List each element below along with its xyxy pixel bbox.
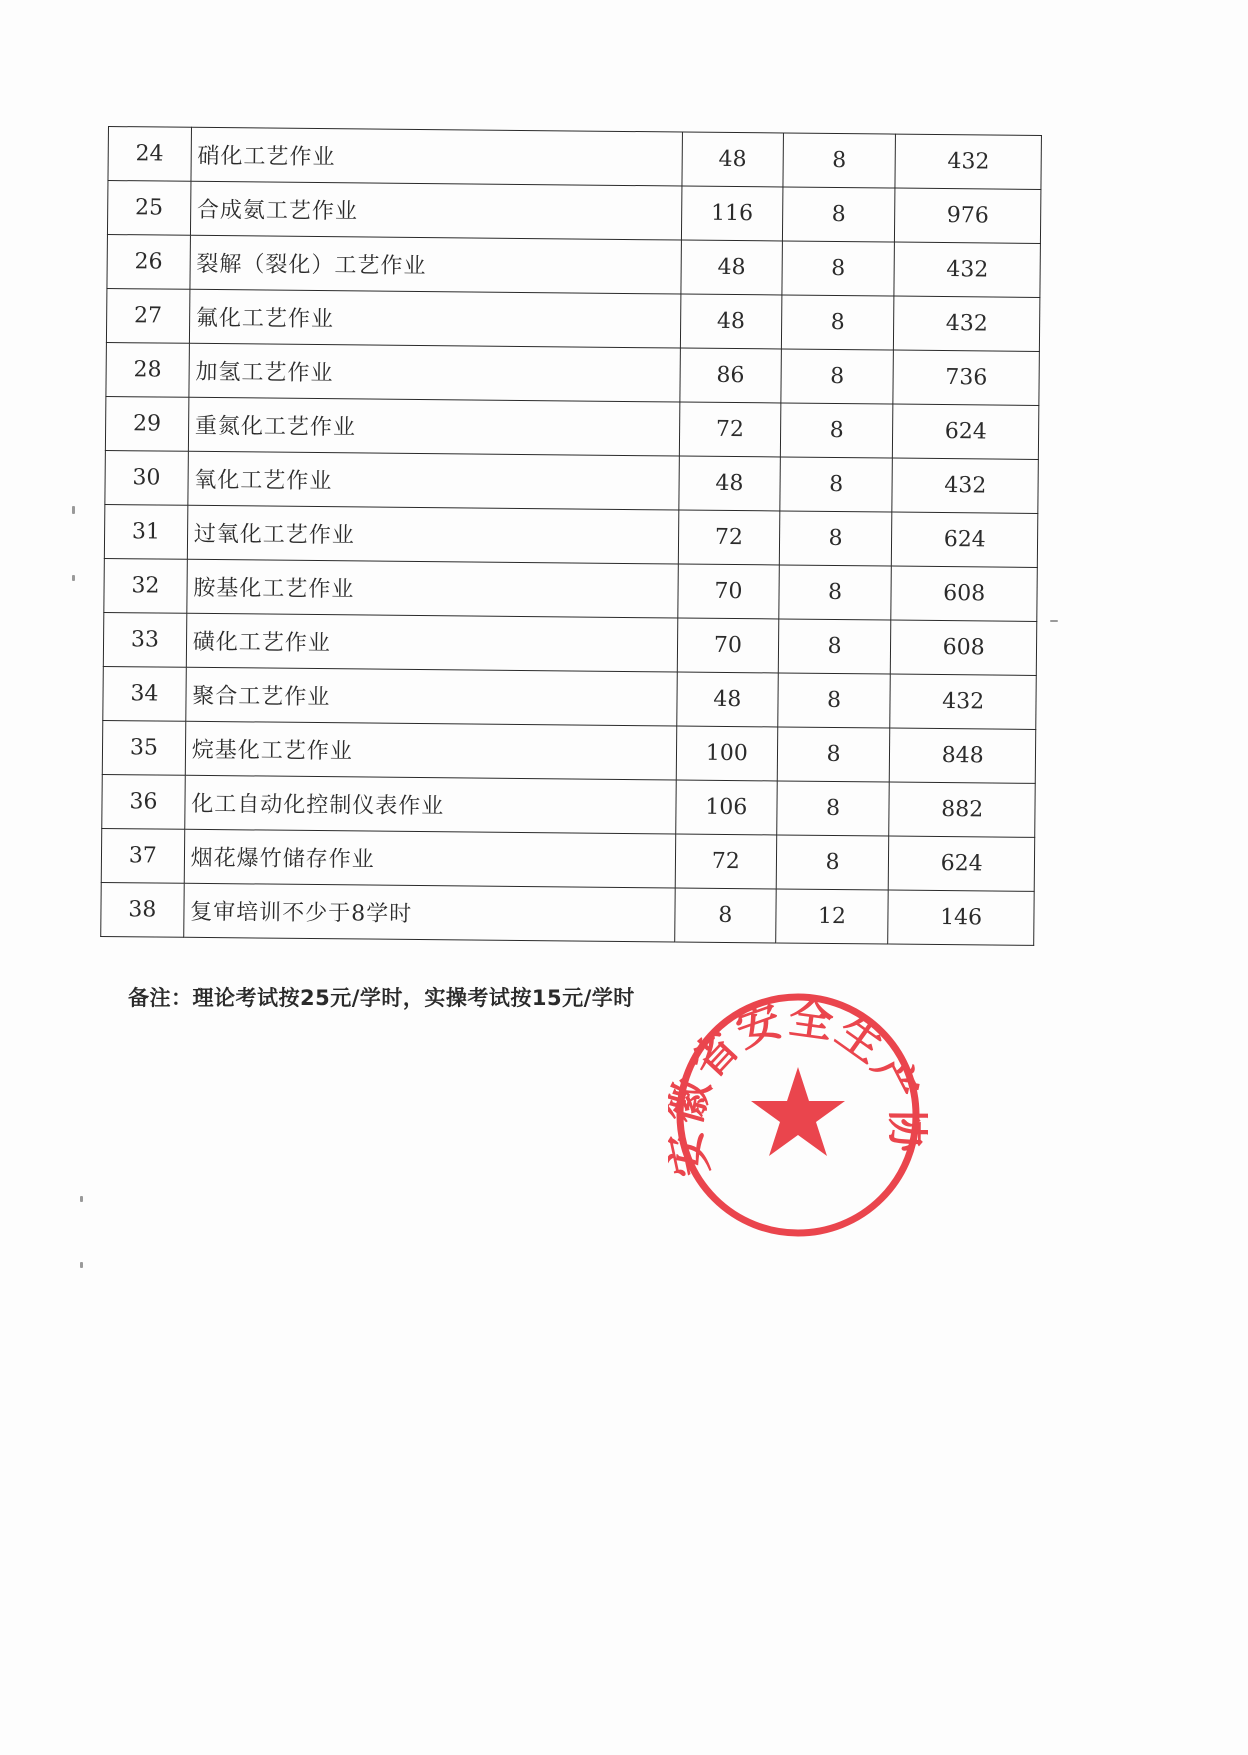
table-body bbox=[101, 127, 1042, 946]
table-row bbox=[103, 612, 1036, 675]
value-c-cell: 432 bbox=[892, 458, 1038, 513]
job-name-cell: 烷基化工艺作业 bbox=[185, 721, 677, 780]
job-name-cell: 化工自动化控制仪表作业 bbox=[185, 775, 677, 834]
value-a-cell: 48 bbox=[681, 240, 782, 295]
job-name-cell: 裂解（裂化）工艺作业 bbox=[190, 235, 682, 294]
table-row bbox=[101, 882, 1034, 945]
value-b-cell: 8 bbox=[782, 241, 895, 296]
value-a-cell: 70 bbox=[678, 564, 779, 619]
table-row bbox=[104, 504, 1037, 567]
job-name-cell: 重氮化工艺作业 bbox=[188, 397, 680, 456]
scan-speck bbox=[80, 1262, 83, 1268]
seal-text: 省安全生产协 bbox=[681, 992, 928, 1154]
row-number-cell: 29 bbox=[105, 396, 188, 451]
row-number-cell: 37 bbox=[101, 828, 184, 883]
value-c-cell: 432 bbox=[894, 296, 1040, 351]
value-a-cell: 116 bbox=[681, 186, 782, 241]
job-name-cell: 氧化工艺作业 bbox=[188, 451, 680, 510]
row-number-cell: 33 bbox=[103, 612, 186, 667]
job-name-cell: 加氢工艺作业 bbox=[189, 343, 681, 402]
value-c-cell: 432 bbox=[894, 242, 1040, 297]
scan-speck bbox=[72, 575, 75, 581]
row-number-cell: 32 bbox=[104, 558, 187, 613]
value-a-cell: 86 bbox=[680, 348, 781, 403]
value-b-cell: 8 bbox=[783, 133, 896, 188]
row-number-cell: 36 bbox=[102, 774, 185, 829]
value-b-cell: 12 bbox=[775, 889, 888, 944]
table-row bbox=[107, 181, 1040, 244]
job-name-cell: 磺化工艺作业 bbox=[186, 613, 678, 672]
value-a-cell: 48 bbox=[680, 294, 781, 349]
value-b-cell: 8 bbox=[776, 835, 889, 890]
job-name-cell: 氟化工艺作业 bbox=[189, 289, 681, 348]
job-name-cell: 过氧化工艺作业 bbox=[187, 505, 679, 564]
footnote: 备注：理论考试按25元/学时，实操考试按15元/学时 bbox=[128, 986, 635, 1010]
value-c-cell: 432 bbox=[890, 674, 1036, 729]
scan-speck bbox=[80, 1196, 83, 1202]
value-c-cell: 146 bbox=[888, 890, 1034, 945]
value-c-cell: 432 bbox=[895, 134, 1041, 189]
job-name-cell: 硝化工艺作业 bbox=[191, 127, 683, 186]
job-name-cell: 合成氨工艺作业 bbox=[190, 181, 682, 240]
value-c-cell: 848 bbox=[890, 728, 1036, 783]
value-b-cell: 8 bbox=[781, 349, 894, 404]
table-row bbox=[106, 342, 1039, 405]
value-b-cell: 8 bbox=[780, 403, 893, 458]
table-row bbox=[103, 666, 1036, 729]
table-row bbox=[107, 234, 1040, 297]
value-a-cell: 48 bbox=[682, 132, 783, 187]
star-icon bbox=[751, 1067, 845, 1156]
row-number-cell: 27 bbox=[106, 288, 189, 343]
value-a-cell: 48 bbox=[677, 672, 778, 727]
row-number-cell: 25 bbox=[107, 181, 190, 236]
official-seal bbox=[668, 985, 928, 1245]
row-number-cell: 24 bbox=[108, 127, 191, 182]
value-a-cell: 72 bbox=[679, 402, 780, 457]
table-row bbox=[101, 828, 1034, 891]
value-c-cell: 608 bbox=[891, 566, 1037, 621]
job-name-cell: 烟花爆竹储存作业 bbox=[184, 829, 676, 888]
value-c-cell: 736 bbox=[893, 350, 1039, 405]
value-b-cell: 8 bbox=[777, 727, 890, 782]
value-b-cell: 8 bbox=[780, 457, 893, 512]
value-b-cell: 8 bbox=[776, 781, 889, 836]
row-number-cell: 26 bbox=[107, 234, 190, 289]
table-row bbox=[108, 127, 1041, 190]
seal-graphic bbox=[668, 985, 928, 1245]
job-name-cell: 复审培训不少于8学时 bbox=[183, 883, 675, 942]
row-number-cell: 28 bbox=[106, 342, 189, 397]
value-c-cell: 624 bbox=[893, 404, 1039, 459]
row-number-cell: 30 bbox=[105, 450, 188, 505]
job-name-cell: 聚合工艺作业 bbox=[186, 667, 678, 726]
value-a-cell: 72 bbox=[675, 834, 776, 889]
value-a-cell: 70 bbox=[677, 618, 778, 673]
value-a-cell: 48 bbox=[679, 456, 780, 511]
scan-speck bbox=[1050, 620, 1058, 622]
value-a-cell: 100 bbox=[676, 726, 777, 781]
value-b-cell: 8 bbox=[782, 187, 895, 242]
value-c-cell: 624 bbox=[892, 512, 1038, 567]
table-row bbox=[104, 558, 1037, 621]
value-b-cell: 8 bbox=[779, 511, 892, 566]
value-c-cell: 608 bbox=[891, 620, 1037, 675]
value-a-cell: 8 bbox=[675, 888, 776, 943]
table-row bbox=[105, 396, 1038, 459]
value-b-cell: 8 bbox=[781, 295, 894, 350]
row-number-cell: 38 bbox=[101, 882, 184, 937]
value-b-cell: 8 bbox=[779, 565, 892, 620]
value-b-cell: 8 bbox=[778, 619, 891, 674]
value-b-cell: 8 bbox=[777, 673, 890, 728]
value-c-cell: 976 bbox=[895, 188, 1041, 243]
value-c-cell: 624 bbox=[889, 836, 1035, 891]
fee-table bbox=[100, 126, 1042, 946]
value-a-cell: 106 bbox=[676, 780, 777, 835]
value-a-cell: 72 bbox=[678, 510, 779, 565]
row-number-cell: 31 bbox=[104, 504, 187, 559]
table-row bbox=[106, 288, 1039, 351]
value-c-cell: 882 bbox=[889, 782, 1035, 837]
table-row bbox=[105, 450, 1038, 513]
row-number-cell: 35 bbox=[102, 720, 185, 775]
table-row bbox=[102, 774, 1035, 837]
scan-speck bbox=[72, 506, 75, 514]
row-number-cell: 34 bbox=[103, 666, 186, 721]
job-name-cell: 胺基化工艺作业 bbox=[187, 559, 679, 618]
table-row bbox=[102, 720, 1035, 783]
